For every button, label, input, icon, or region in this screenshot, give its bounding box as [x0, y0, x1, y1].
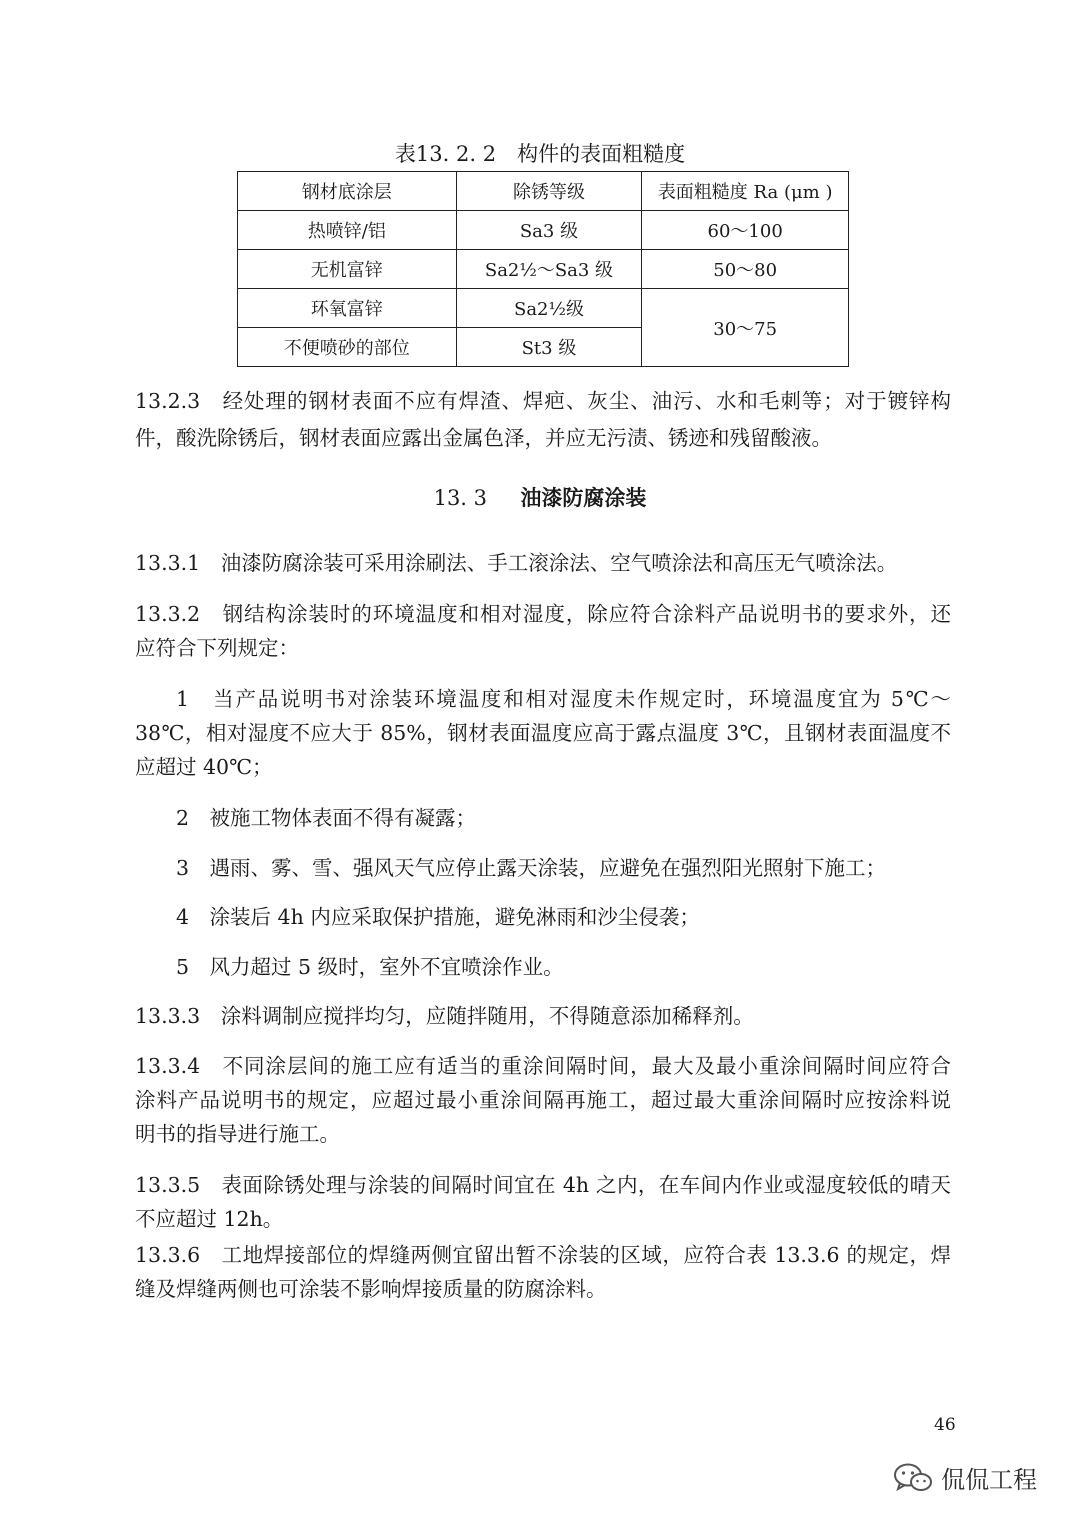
roughness-table — [237, 171, 849, 367]
table-header-cell: 钢材底涂层 — [238, 172, 457, 211]
clause-13-3-5-line2: 不应超过 12h。 — [135, 1207, 284, 1231]
table-header-row — [238, 172, 849, 211]
item-5: 5 风力超过 5 级时，室外不宜喷涂作业。 — [176, 955, 564, 979]
clause-13-3-2-line2: 应符合下列规定： — [135, 636, 299, 660]
table-cell: 无机富锌 — [238, 250, 457, 289]
clause-13-3-4-line2: 涂料产品说明书的规定，应超过最小重涂间隔再施工，超过最大重涂间隔时应按涂料说 — [135, 1088, 951, 1112]
clause-13-3-6-line2: 缝及焊缝两侧也可涂装不影响焊接质量的防腐涂料。 — [135, 1277, 607, 1301]
section-number: 13. 3 — [433, 486, 488, 510]
section-title: 油漆防腐涂装 — [520, 486, 647, 510]
table-cell: Sa2½级 — [456, 289, 642, 328]
table-cell: 环氧富锌 — [238, 289, 457, 328]
item-3: 3 遇雨、雾、雪、强风天气应停止露天涂装，应避免在强烈阳光照射下施工； — [176, 856, 887, 880]
table-header-cell: 表面粗糙度 Ra (μm ) — [642, 172, 849, 211]
table-header-cell: 除锈等级 — [456, 172, 642, 211]
clause-13-3-4-line1: 13.3.4 不同涂层间的施工应有适当的重涂间隔时间，最大及最小重涂间隔时间应符合 — [135, 1054, 951, 1078]
table-cell: St3 级 — [456, 328, 642, 367]
table-cell: 热喷锌/铝 — [238, 211, 457, 250]
clause-13-3-5-line1: 13.3.5 表面除锈处理与涂装的间隔时间宜在 4h 之内，在车间内作业或湿度较低的晴天 — [135, 1173, 951, 1197]
table-caption: 表13. 2. 2 构件的表面粗糙度 — [394, 142, 686, 166]
table-cell: 60～100 — [642, 211, 849, 250]
table-cell: Sa2½～Sa3 级 — [456, 250, 642, 289]
page-number: 46 — [934, 1415, 956, 1435]
clause-13-3-1: 13.3.1 油漆防腐涂装可采用涂刷法、手工滚涂法、空气喷涂法和高压无气喷涂法。 — [135, 551, 898, 575]
table-cell-merged: 30～75 — [642, 289, 849, 367]
watermark — [893, 1460, 1037, 1495]
clause-13-3-3: 13.3.3 涂料调制应搅拌均匀，应随拌随用，不得随意添加稀释剂。 — [135, 1004, 754, 1028]
table-row — [238, 211, 849, 250]
item-1-line3: 应超过 40℃； — [135, 755, 273, 779]
item-2: 2 被施工物体表面不得有凝露； — [176, 806, 477, 830]
item-1-line2: 38℃，相对湿度不应大于 85%，钢材表面温度应高于露点温度 3℃，且钢材表面温度不 — [135, 721, 951, 745]
watermark-text: 侃侃工程 — [941, 1466, 1037, 1494]
table-cell: Sa3 级 — [456, 211, 642, 250]
item-1-line1: 1 当产品说明书对涂装环境温度和相对湿度未作规定时，环境温度宜为 5℃～ — [176, 687, 951, 711]
table-cell: 50～80 — [642, 250, 849, 289]
table-row — [238, 250, 849, 289]
wechat-icon — [893, 1462, 933, 1494]
item-4: 4 涂装后 4h 内应采取保护措施，避免淋雨和沙尘侵袭； — [176, 905, 700, 929]
table-row — [238, 289, 849, 328]
clause-13-3-4-line3: 明书的指导进行施工。 — [135, 1122, 340, 1146]
clause-13-2-3-line2: 件，酸洗除锈后，钢材表面应露出金属色泽，并应无污渍、锈迹和残留酸液。 — [135, 426, 832, 450]
clause-13-3-6-line1: 13.3.6 工地焊接部位的焊缝两侧宜留出暂不涂装的区域，应符合表 13.3.6 的规定，焊 — [135, 1243, 951, 1267]
table-cell: 不便喷砂的部位 — [238, 328, 457, 367]
clause-13-2-3-line1: 13.2.3 经处理的钢材表面不应有焊渣、焊疤、灰尘、油污、水和毛刺等；对于镀锌构 — [135, 389, 951, 413]
clause-13-3-2-line1: 13.3.2 钢结构涂装时的环境温度和相对湿度，除应符合涂料产品说明书的要求外，还 — [135, 602, 951, 626]
section-heading — [0, 482, 1080, 512]
